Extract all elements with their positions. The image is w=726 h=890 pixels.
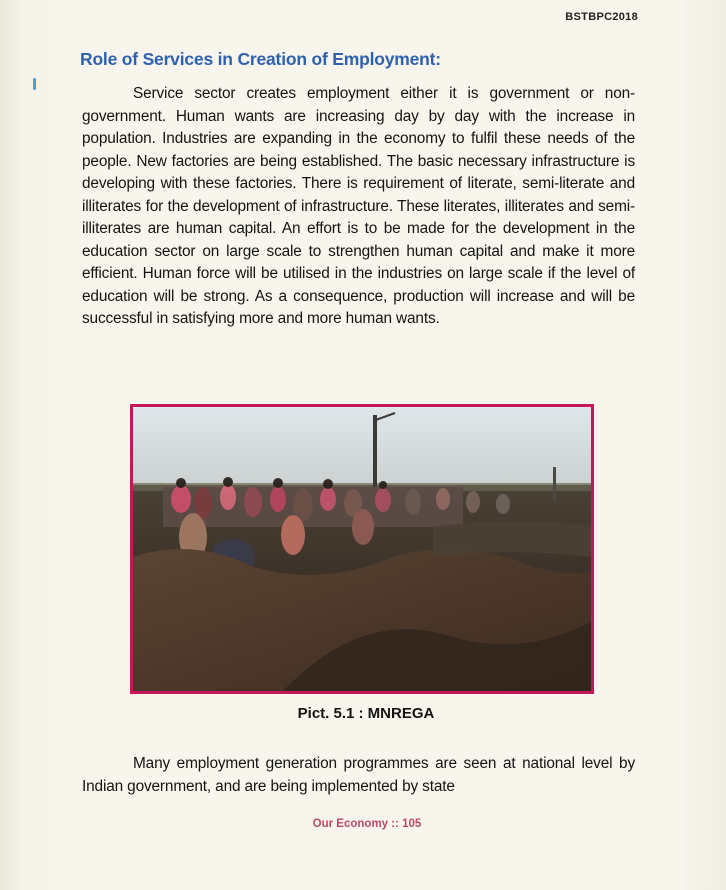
margin-mark [33,78,36,90]
page-footer: Our Economy :: 105 [312,818,422,830]
section-heading: Role of Services in Creation of Employment: [80,49,441,69]
body-paragraph-1: Service sector creates employment either it is government or non-government. Human wants are increasing day by day with the increase in population. Industries are expanding in the economy to fulfil these needs of the people. New factories are being established. The basic necessary infrastructure is developing with these factories. There is requirement of literate, semi-literate and illiterates for the development of infrastructure. These literates, illiterates and semi-illiterates are human capital. An effort is to be made for the development in the education sector on large scale to strengthen human capital and make it more efficient. Human force will be utilised in the industries on large scale if the level of education will be strong. As a consequence, production will increase and will be successful in satisfying more and more human wants. [82,85,635,327]
document-code: BSTBPC2018 [565,11,638,23]
body-paragraph-2: Many employment generation programmes are seen at national level by Indian government, and are being implemented by state [82,755,635,795]
figure-frame [130,404,594,694]
mnrega-photo [133,407,591,691]
figure-caption: Pict. 5.1 : MNREGA [297,705,435,722]
